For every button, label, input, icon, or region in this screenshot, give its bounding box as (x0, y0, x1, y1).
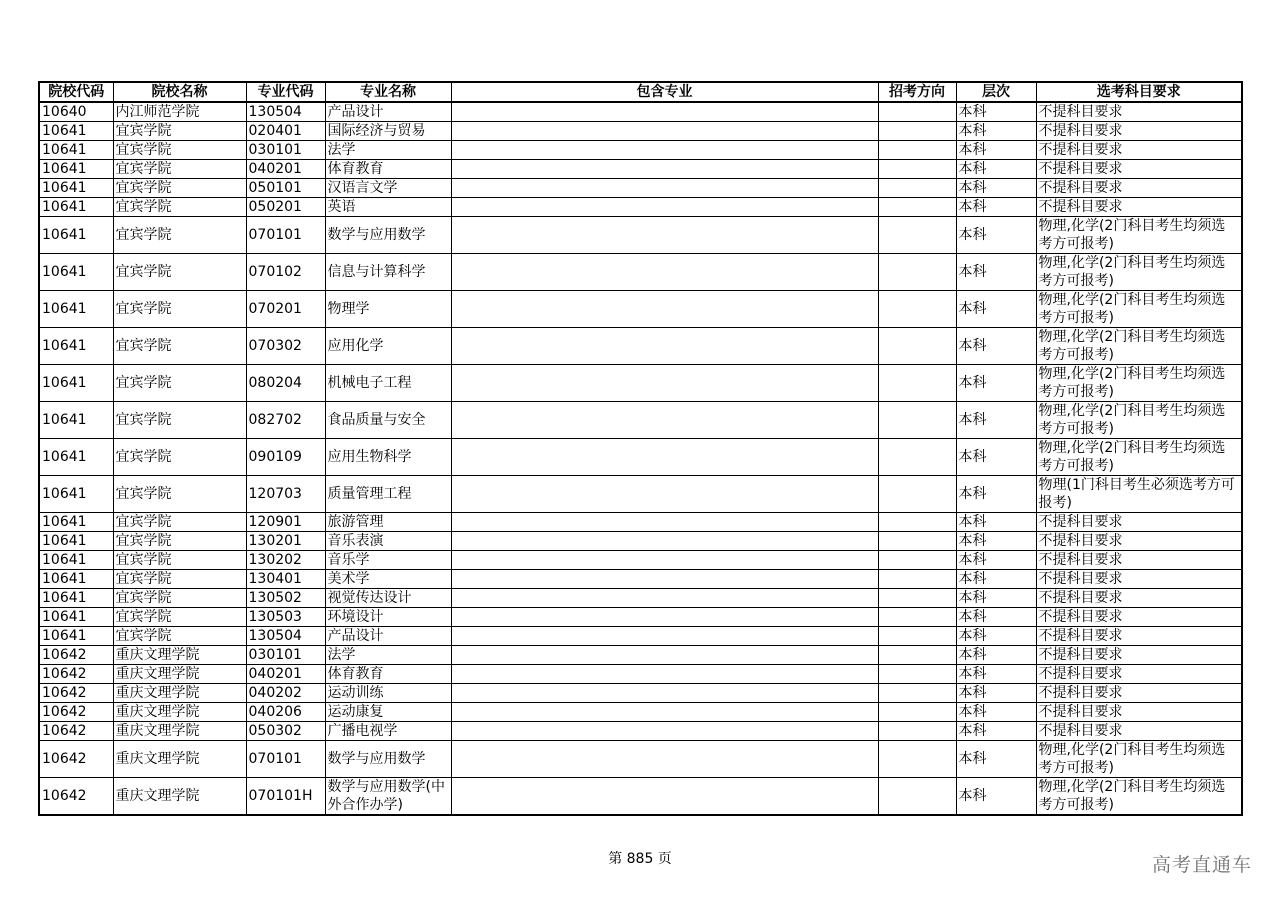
cell-major-code: 070201 (246, 291, 325, 328)
cell-subject-requirement: 不提科目要求 (1036, 684, 1242, 703)
cell-level: 本科 (956, 665, 1036, 684)
cell-school-code: 10641 (39, 122, 113, 141)
cell-school-code: 10641 (39, 439, 113, 476)
cell-major-name: 数学与应用数学 (325, 217, 451, 254)
cell-school-name: 宜宾学院 (113, 160, 246, 179)
cell-major-name: 法学 (325, 141, 451, 160)
cell-major-name: 数学与应用数学 (325, 741, 451, 778)
cell-school-name: 重庆文理学院 (113, 722, 246, 741)
cell-included-majors (451, 122, 878, 141)
cell-school-code: 10641 (39, 328, 113, 365)
table-row (39, 627, 1242, 646)
cell-level: 本科 (956, 532, 1036, 551)
cell-level: 本科 (956, 570, 1036, 589)
cell-level: 本科 (956, 589, 1036, 608)
watermark-text: 高考直通车 (1151, 854, 1252, 876)
cell-included-majors (451, 141, 878, 160)
cell-direction (878, 646, 956, 665)
table-row (39, 722, 1242, 741)
cell-school-code: 10641 (39, 254, 113, 291)
cell-school-name: 宜宾学院 (113, 570, 246, 589)
table-row (39, 198, 1242, 217)
table-row (39, 778, 1242, 816)
cell-level: 本科 (956, 627, 1036, 646)
cell-subject-requirement: 物理,化学(2门科目考生均须选考方可报考) (1036, 328, 1242, 365)
cell-major-code: 050302 (246, 722, 325, 741)
cell-level: 本科 (956, 439, 1036, 476)
cell-direction (878, 722, 956, 741)
cell-subject-requirement: 不提科目要求 (1036, 722, 1242, 741)
cell-major-name: 应用化学 (325, 328, 451, 365)
cell-school-name: 宜宾学院 (113, 198, 246, 217)
cell-school-code: 10641 (39, 589, 113, 608)
cell-major-name: 食品质量与安全 (325, 402, 451, 439)
cell-included-majors (451, 160, 878, 179)
cell-major-code: 130202 (246, 551, 325, 570)
cell-school-name: 宜宾学院 (113, 365, 246, 402)
cell-school-code: 10642 (39, 778, 113, 816)
cell-included-majors (451, 254, 878, 291)
table-row (39, 570, 1242, 589)
cell-major-code: 030101 (246, 141, 325, 160)
cell-included-majors (451, 439, 878, 476)
cell-direction (878, 589, 956, 608)
cell-subject-requirement: 不提科目要求 (1036, 551, 1242, 570)
cell-major-code: 130504 (246, 102, 325, 122)
cell-subject-requirement: 物理,化学(2门科目考生均须选考方可报考) (1036, 778, 1242, 816)
cell-level: 本科 (956, 551, 1036, 570)
page-number: 第 885 页 (608, 851, 672, 867)
cell-subject-requirement: 不提科目要求 (1036, 703, 1242, 722)
cell-school-name: 宜宾学院 (113, 217, 246, 254)
cell-school-name: 宜宾学院 (113, 122, 246, 141)
cell-subject-requirement: 物理,化学(2门科目考生均须选考方可报考) (1036, 291, 1242, 328)
cell-level: 本科 (956, 684, 1036, 703)
header-major-code: 专业代码 (246, 82, 325, 102)
cell-major-code: 070102 (246, 254, 325, 291)
cell-school-code: 10641 (39, 627, 113, 646)
cell-included-majors (451, 217, 878, 254)
cell-major-code: 070101H (246, 778, 325, 816)
cell-school-code: 10642 (39, 646, 113, 665)
cell-major-name: 物理学 (325, 291, 451, 328)
cell-level: 本科 (956, 254, 1036, 291)
cell-major-code: 090109 (246, 439, 325, 476)
cell-level: 本科 (956, 122, 1036, 141)
cell-school-code: 10641 (39, 513, 113, 532)
cell-major-code: 040201 (246, 160, 325, 179)
cell-subject-requirement: 不提科目要求 (1036, 608, 1242, 627)
header-included-majors: 包含专业 (451, 82, 878, 102)
cell-included-majors (451, 476, 878, 513)
cell-school-code: 10642 (39, 665, 113, 684)
cell-major-name: 国际经济与贸易 (325, 122, 451, 141)
cell-included-majors (451, 665, 878, 684)
table-body (39, 102, 1242, 815)
cell-major-name: 英语 (325, 198, 451, 217)
cell-major-code: 130401 (246, 570, 325, 589)
cell-level: 本科 (956, 703, 1036, 722)
cell-included-majors (451, 198, 878, 217)
cell-major-name: 质量管理工程 (325, 476, 451, 513)
cell-level: 本科 (956, 102, 1036, 122)
cell-major-code: 040206 (246, 703, 325, 722)
cell-school-name: 宜宾学院 (113, 589, 246, 608)
cell-subject-requirement: 不提科目要求 (1036, 627, 1242, 646)
cell-included-majors (451, 328, 878, 365)
cell-direction (878, 439, 956, 476)
cell-level: 本科 (956, 402, 1036, 439)
cell-included-majors (451, 402, 878, 439)
cell-school-code: 10642 (39, 741, 113, 778)
cell-level: 本科 (956, 722, 1036, 741)
cell-major-name: 旅游管理 (325, 513, 451, 532)
cell-major-code: 050101 (246, 179, 325, 198)
cell-level: 本科 (956, 741, 1036, 778)
cell-major-code: 070302 (246, 328, 325, 365)
table-row (39, 741, 1242, 778)
cell-subject-requirement: 物理,化学(2门科目考生均须选考方可报考) (1036, 439, 1242, 476)
table-row (39, 291, 1242, 328)
cell-direction (878, 402, 956, 439)
cell-major-name: 运动训练 (325, 684, 451, 703)
table-row (39, 684, 1242, 703)
cell-major-code: 130201 (246, 532, 325, 551)
table-row (39, 608, 1242, 627)
cell-major-name: 环境设计 (325, 608, 451, 627)
cell-included-majors (451, 179, 878, 198)
cell-included-majors (451, 102, 878, 122)
cell-included-majors (451, 608, 878, 627)
cell-subject-requirement: 物理,化学(2门科目考生均须选考方可报考) (1036, 741, 1242, 778)
cell-school-name: 重庆文理学院 (113, 646, 246, 665)
cell-direction (878, 608, 956, 627)
cell-major-code: 130502 (246, 589, 325, 608)
cell-major-name: 数学与应用数学(中外合作办学) (325, 778, 451, 816)
cell-major-code: 070101 (246, 741, 325, 778)
table-row (39, 365, 1242, 402)
cell-direction (878, 328, 956, 365)
cell-school-name: 宜宾学院 (113, 141, 246, 160)
cell-direction (878, 291, 956, 328)
cell-school-name: 重庆文理学院 (113, 703, 246, 722)
cell-direction (878, 160, 956, 179)
table-row (39, 102, 1242, 122)
cell-direction (878, 665, 956, 684)
cell-included-majors (451, 703, 878, 722)
cell-school-code: 10641 (39, 532, 113, 551)
cell-subject-requirement: 不提科目要求 (1036, 570, 1242, 589)
cell-major-code: 120703 (246, 476, 325, 513)
cell-subject-requirement: 不提科目要求 (1036, 646, 1242, 665)
cell-included-majors (451, 722, 878, 741)
cell-school-code: 10641 (39, 551, 113, 570)
cell-included-majors (451, 589, 878, 608)
cell-level: 本科 (956, 646, 1036, 665)
table-row (39, 160, 1242, 179)
cell-school-name: 宜宾学院 (113, 402, 246, 439)
cell-major-code: 050201 (246, 198, 325, 217)
cell-major-code: 030101 (246, 646, 325, 665)
cell-direction (878, 513, 956, 532)
cell-level: 本科 (956, 476, 1036, 513)
cell-school-code: 10642 (39, 684, 113, 703)
cell-school-name: 重庆文理学院 (113, 665, 246, 684)
cell-major-name: 产品设计 (325, 627, 451, 646)
cell-major-name: 美术学 (325, 570, 451, 589)
cell-school-name: 宜宾学院 (113, 627, 246, 646)
table-row (39, 532, 1242, 551)
cell-school-code: 10641 (39, 402, 113, 439)
cell-major-code: 080204 (246, 365, 325, 402)
table-row (39, 665, 1242, 684)
cell-major-code: 070101 (246, 217, 325, 254)
cell-school-code: 10641 (39, 291, 113, 328)
cell-subject-requirement: 物理,化学(2门科目考生均须选考方可报考) (1036, 365, 1242, 402)
cell-major-name: 音乐表演 (325, 532, 451, 551)
cell-school-code: 10641 (39, 217, 113, 254)
table-row (39, 122, 1242, 141)
cell-direction (878, 570, 956, 589)
cell-major-name: 体育教育 (325, 160, 451, 179)
cell-included-majors (451, 570, 878, 589)
cell-school-code: 10641 (39, 570, 113, 589)
cell-direction (878, 778, 956, 816)
cell-included-majors (451, 627, 878, 646)
cell-major-code: 020401 (246, 122, 325, 141)
cell-school-code: 10640 (39, 102, 113, 122)
cell-major-name: 音乐学 (325, 551, 451, 570)
cell-major-name: 体育教育 (325, 665, 451, 684)
cell-subject-requirement: 物理,化学(2门科目考生均须选考方可报考) (1036, 254, 1242, 291)
table-header-row (39, 82, 1242, 102)
cell-direction (878, 741, 956, 778)
cell-school-code: 10641 (39, 179, 113, 198)
table-row (39, 646, 1242, 665)
cell-subject-requirement: 物理,化学(2门科目考生均须选考方可报考) (1036, 217, 1242, 254)
cell-level: 本科 (956, 328, 1036, 365)
cell-school-code: 10641 (39, 365, 113, 402)
cell-subject-requirement: 物理,化学(2门科目考生均须选考方可报考) (1036, 402, 1242, 439)
cell-major-name: 应用生物科学 (325, 439, 451, 476)
table-row (39, 254, 1242, 291)
cell-included-majors (451, 532, 878, 551)
cell-direction (878, 684, 956, 703)
cell-subject-requirement: 不提科目要求 (1036, 665, 1242, 684)
table-row (39, 141, 1242, 160)
cell-level: 本科 (956, 513, 1036, 532)
header-subject-requirement: 选考科目要求 (1036, 82, 1242, 102)
cell-direction (878, 476, 956, 513)
cell-subject-requirement: 不提科目要求 (1036, 198, 1242, 217)
cell-direction (878, 254, 956, 291)
header-school-name: 院校名称 (113, 82, 246, 102)
cell-school-name: 宜宾学院 (113, 179, 246, 198)
header-direction: 招考方向 (878, 82, 956, 102)
cell-level: 本科 (956, 179, 1036, 198)
cell-school-name: 宜宾学院 (113, 551, 246, 570)
cell-school-name: 重庆文理学院 (113, 778, 246, 816)
cell-included-majors (451, 684, 878, 703)
cell-major-code: 130503 (246, 608, 325, 627)
cell-included-majors (451, 551, 878, 570)
cell-major-name: 视觉传达设计 (325, 589, 451, 608)
cell-school-name: 重庆文理学院 (113, 741, 246, 778)
table-row (39, 476, 1242, 513)
cell-level: 本科 (956, 141, 1036, 160)
cell-subject-requirement: 不提科目要求 (1036, 513, 1242, 532)
cell-school-code: 10641 (39, 141, 113, 160)
cell-direction (878, 551, 956, 570)
cell-school-name: 宜宾学院 (113, 513, 246, 532)
cell-school-code: 10641 (39, 198, 113, 217)
cell-subject-requirement: 不提科目要求 (1036, 589, 1242, 608)
header-level: 层次 (956, 82, 1036, 102)
table-row (39, 402, 1242, 439)
cell-major-name: 运动康复 (325, 703, 451, 722)
cell-school-name: 宜宾学院 (113, 532, 246, 551)
cell-level: 本科 (956, 608, 1036, 627)
cell-subject-requirement: 不提科目要求 (1036, 102, 1242, 122)
table-row (39, 703, 1242, 722)
cell-subject-requirement: 不提科目要求 (1036, 179, 1242, 198)
cell-included-majors (451, 646, 878, 665)
table-row (39, 589, 1242, 608)
cell-major-code: 040201 (246, 665, 325, 684)
cell-major-code: 130504 (246, 627, 325, 646)
cell-major-name: 广播电视学 (325, 722, 451, 741)
cell-school-code: 10641 (39, 608, 113, 627)
header-school-code: 院校代码 (39, 82, 113, 102)
table-row (39, 513, 1242, 532)
header-major-name: 专业名称 (325, 82, 451, 102)
cell-direction (878, 122, 956, 141)
cell-subject-requirement: 不提科目要求 (1036, 532, 1242, 551)
cell-school-name: 宜宾学院 (113, 608, 246, 627)
table-row (39, 551, 1242, 570)
cell-level: 本科 (956, 198, 1036, 217)
cell-direction (878, 102, 956, 122)
cell-school-name: 宜宾学院 (113, 291, 246, 328)
cell-subject-requirement: 不提科目要求 (1036, 122, 1242, 141)
cell-subject-requirement: 不提科目要求 (1036, 160, 1242, 179)
cell-included-majors (451, 741, 878, 778)
cell-school-name: 重庆文理学院 (113, 684, 246, 703)
cell-school-code: 10641 (39, 160, 113, 179)
table-row (39, 439, 1242, 476)
table-row (39, 179, 1242, 198)
cell-direction (878, 532, 956, 551)
cell-major-name: 信息与计算科学 (325, 254, 451, 291)
cell-direction (878, 365, 956, 402)
cell-level: 本科 (956, 160, 1036, 179)
admission-table (38, 81, 1243, 816)
cell-school-code: 10641 (39, 476, 113, 513)
cell-level: 本科 (956, 778, 1036, 816)
cell-school-name: 宜宾学院 (113, 254, 246, 291)
cell-direction (878, 179, 956, 198)
cell-included-majors (451, 778, 878, 816)
cell-direction (878, 703, 956, 722)
cell-level: 本科 (956, 291, 1036, 328)
cell-included-majors (451, 291, 878, 328)
cell-school-code: 10642 (39, 703, 113, 722)
cell-major-name: 法学 (325, 646, 451, 665)
cell-major-code: 120901 (246, 513, 325, 532)
cell-school-name: 宜宾学院 (113, 476, 246, 513)
cell-major-name: 汉语言文学 (325, 179, 451, 198)
cell-direction (878, 627, 956, 646)
cell-major-name: 产品设计 (325, 102, 451, 122)
cell-school-name: 宜宾学院 (113, 328, 246, 365)
cell-major-code: 040202 (246, 684, 325, 703)
table-row (39, 328, 1242, 365)
cell-school-code: 10642 (39, 722, 113, 741)
cell-school-name: 宜宾学院 (113, 439, 246, 476)
cell-level: 本科 (956, 365, 1036, 402)
cell-subject-requirement: 不提科目要求 (1036, 141, 1242, 160)
cell-direction (878, 198, 956, 217)
cell-major-code: 082702 (246, 402, 325, 439)
table-row (39, 217, 1242, 254)
cell-subject-requirement: 物理(1门科目考生必须选考方可报考) (1036, 476, 1242, 513)
cell-school-name: 内江师范学院 (113, 102, 246, 122)
cell-direction (878, 141, 956, 160)
cell-level: 本科 (956, 217, 1036, 254)
cell-included-majors (451, 513, 878, 532)
cell-included-majors (451, 365, 878, 402)
cell-direction (878, 217, 956, 254)
cell-major-name: 机械电子工程 (325, 365, 451, 402)
